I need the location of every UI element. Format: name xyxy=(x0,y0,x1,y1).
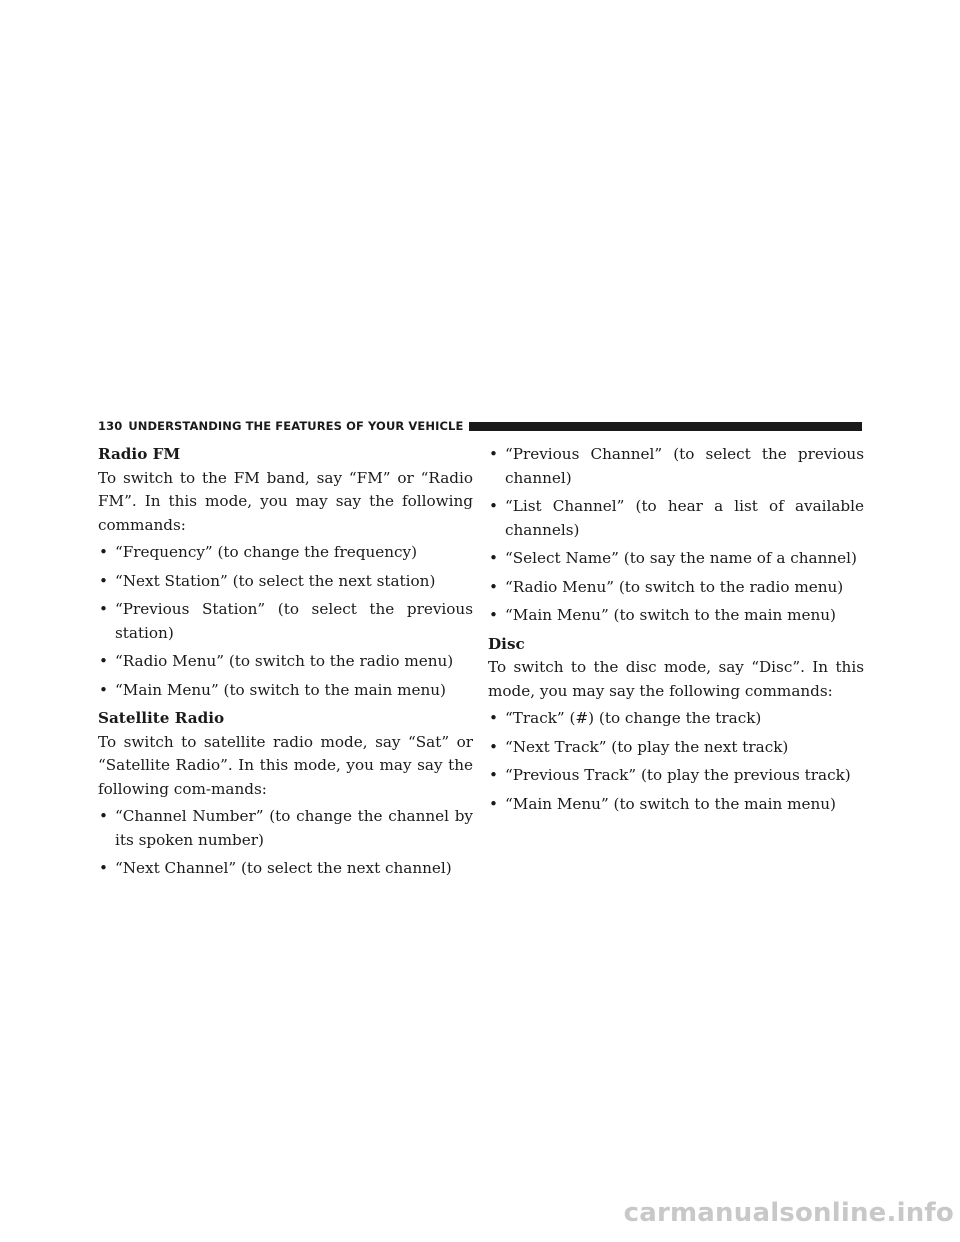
list-item xyxy=(488,495,864,542)
list-item-text: “Radio Menu” (to switch to the radio menu) xyxy=(505,577,844,596)
list-item xyxy=(98,541,473,565)
bullet-icon: • xyxy=(99,600,108,618)
bullet-icon: • xyxy=(99,859,108,877)
list-item-text: “Select Name” (to say the name of a channel) xyxy=(505,549,857,567)
satellite-radio-command-list-continued xyxy=(488,443,864,628)
list-item-text: “List Channel” (to hear a list of available channels) xyxy=(505,497,864,539)
bullet-icon: • xyxy=(489,737,498,756)
list-item-text: “Previous Station” (to select the previous station) xyxy=(115,600,473,642)
section-title: UNDERSTANDING THE FEATURES OF YOUR VEHICLE xyxy=(128,419,464,433)
list-item xyxy=(488,547,864,571)
disc-heading: Disc xyxy=(488,634,525,653)
list-item-text: “Main Menu” (to switch to the main menu) xyxy=(115,680,446,699)
list-item xyxy=(488,604,864,628)
satellite-radio-heading: Satellite Radio xyxy=(98,709,225,727)
bullet-icon: • xyxy=(99,680,108,699)
disc-intro: To switch to the disc mode, say “Disc”. In this mode, you may say the following commands: xyxy=(488,658,864,700)
header-rule xyxy=(469,422,862,431)
bullet-icon: • xyxy=(99,652,108,670)
list-item xyxy=(488,443,864,490)
bullet-icon: • xyxy=(489,794,498,813)
list-item-text: “Main Menu” (to switch to the main menu) xyxy=(505,794,836,813)
page-number: 130 xyxy=(98,419,123,433)
list-item-text: “Main Menu” (to switch to the main menu) xyxy=(505,606,836,624)
watermark: carmanualsonline.info xyxy=(623,1198,954,1228)
bullet-icon: • xyxy=(99,543,108,561)
list-item-text: “Previous Track” (to play the previous track) xyxy=(505,766,851,784)
bullet-icon: • xyxy=(489,549,498,567)
list-item-text: “Next Channel” (to select the next channel) xyxy=(115,859,452,877)
bullet-icon: • xyxy=(99,571,108,590)
disc-command-list xyxy=(488,707,864,816)
list-item xyxy=(488,576,864,600)
satellite-radio-command-list xyxy=(98,805,473,881)
list-item-text: “Next Station” (to select the next station) xyxy=(115,571,436,590)
list-item-text: “Track” (#) (to change the track) xyxy=(505,709,762,727)
radio-fm-command-list xyxy=(98,541,473,702)
list-item-text: “Previous Channel” (to select the previous channel) xyxy=(505,445,864,487)
list-item xyxy=(488,764,864,788)
list-item xyxy=(488,736,864,760)
bullet-icon: • xyxy=(489,445,498,463)
bullet-icon: • xyxy=(489,497,498,515)
radio-fm-intro: To switch to the FM band, say “FM” or “Radio FM”. In this mode, you may say the following commands: xyxy=(98,468,473,534)
radio-fm-heading: Radio FM xyxy=(98,445,181,463)
list-item-text: “Channel Number” (to change the channel by its spoken number) xyxy=(115,807,473,849)
bullet-icon: • xyxy=(489,606,498,624)
list-item xyxy=(98,857,473,881)
left-column xyxy=(98,443,473,886)
list-item xyxy=(98,598,473,645)
bullet-icon: • xyxy=(489,577,498,596)
list-item xyxy=(488,707,864,731)
list-item xyxy=(98,805,473,852)
list-item xyxy=(98,650,473,674)
list-item-text: “Next Track” (to play the next track) xyxy=(505,737,789,756)
page-header xyxy=(98,419,862,433)
bullet-icon: • xyxy=(99,807,108,825)
right-column xyxy=(488,443,864,821)
list-item xyxy=(98,570,473,594)
bullet-icon: • xyxy=(489,766,498,784)
list-item-text: “Radio Menu” (to switch to the radio menu) xyxy=(115,652,454,670)
bullet-icon: • xyxy=(489,709,498,727)
list-item xyxy=(488,793,864,817)
satellite-radio-intro: To switch to satellite radio mode, say “Sat” or “Satellite Radio”. In this mode, you may say the following com-mands: xyxy=(98,732,473,798)
list-item xyxy=(98,679,473,703)
list-item-text: “Frequency” (to change the frequency) xyxy=(115,543,418,561)
